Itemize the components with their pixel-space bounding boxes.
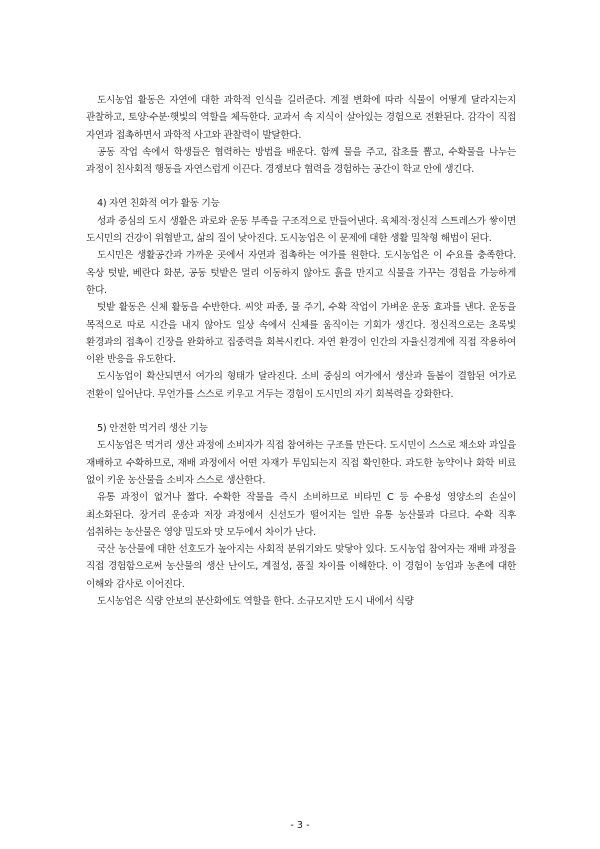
paragraph-domestic-preference: 국산 농산물에 대한 선호도가 높아지는 사회적 분위기와도 맞닿아 있다. 도시농업 참여자는 재배 과정을 직접 경험함으로써 농산물의 생산 난이도, 계절성, 품질 차이를 이해한다. 이 경험이 농업과 농촌에 대한 이해와 감사로 이어진다. bbox=[86, 544, 516, 590]
page-number: - 3 - bbox=[290, 820, 310, 831]
paragraph-short-distribution: 유통 과정이 없거나 짧다. 수확한 작물을 즉시 소비하므로 비타민 C 등 수용성 영양소의 손실이 최소화된다. 장거리 운송과 저장 과정에서 신선도가 떨어지는 일반 유통 농산물과 다르다. 수확 직후 섭취하는 농산물은 영양 밀도와 맛 모두에서 차이가 난다. bbox=[86, 492, 516, 538]
paragraph-cooperation: 공동 작업 속에서 학생들은 협력하는 방법을 배운다. 함께 물을 주고, 잡초를 뽑고, 수확물을 나누는 과정이 친사회적 행동을 자연스럽게 이끈다. 경쟁보다 협력을 경험하는 공간이 학교 안에 생긴다. bbox=[86, 146, 516, 176]
section-gap bbox=[86, 178, 516, 195]
paragraph-urban-stress: 성과 중심의 도시 생활은 과로와 운동 부족을 구조적으로 만들어낸다. 육체적·정신적 스트레스가 쌓이면 도시민의 건강이 위협받고, 삶의 질이 낮아진다. 도시농업은 이 문제에 대한 생활 밀착형 해법이 된다. bbox=[86, 215, 516, 245]
paragraph-physical-activity: 텃밭 활동은 신체 활동을 수반한다. 씨앗 파종, 물 주기, 수확 작업이 가벼운 운동 효과를 낸다. 운동을 목적으로 따로 시간을 내지 않아도 일상 속에서 신체를 움직이는 기회가 생긴다. 정신적으로는 초록빛 환경과의 접촉이 긴장을 완화하고 집중력을 회복시킨다. 자연 환경이 인간의 자율신경계에 직접 작용하여 이완 반응을 유도한다. bbox=[86, 302, 516, 366]
paragraph-leisure-shift: 도시농업이 확산되면서 여가의 형태가 달라진다. 소비 중심의 여가에서 생산과 돌봄이 결합된 여가로 전환이 일어난다. 무언가를 스스로 키우고 거두는 경험이 도시민의 자기 회복력을 강화한다. bbox=[86, 371, 516, 400]
document-body bbox=[86, 92, 516, 610]
paragraph-science-awareness: 도시농업 활동은 자연에 대한 과학적 인식을 길러준다. 계절 변화에 따라 식물이 어떻게 달라지는지 관찰하고, 토양·수분·햇빛의 역할을 체득한다. 교과서 속 지식이 살아있는 경험으로 전환된다. 감각이 직접 자연과 접촉하면서 과학적 사고와 관찰력이 발달한다. bbox=[86, 95, 516, 141]
paragraph-food-security: 도시농업은 식량 안보의 분산화에도 역할을 한다. 소규모지만 도시 내에서 식량 bbox=[97, 596, 414, 608]
section-gap bbox=[86, 403, 516, 420]
paragraph-nearby-nature: 도시민은 생활공간과 가까운 곳에서 자연과 접촉하는 여가를 원한다. 도시농업은 이 수요를 충족한다. 옥상 텃밭, 베란다 화분, 공동 텃밭은 멀리 이동하지 않아도 흙을 만지고 식물을 가꾸는 경험을 가능하게 한다. bbox=[86, 250, 516, 296]
section-heading-leisure: 4) 자연 친화적 여가 활동 기능 bbox=[97, 198, 220, 210]
paragraph-consumer-participation: 도시농업은 먹거리 생산 과정에 소비자가 직접 참여하는 구조를 만든다. 도시민이 스스로 채소와 과일을 재배하고 수확하므로, 재배 과정에서 어떤 자재가 투입되는지 직접 확인한다. 과도한 농약이나 화학 비료 없이 키운 농산물을 소비자 스스로 생산한다. bbox=[86, 440, 516, 486]
section-heading-safe-food: 5) 안전한 먹거리 생산 기능 bbox=[97, 423, 208, 435]
